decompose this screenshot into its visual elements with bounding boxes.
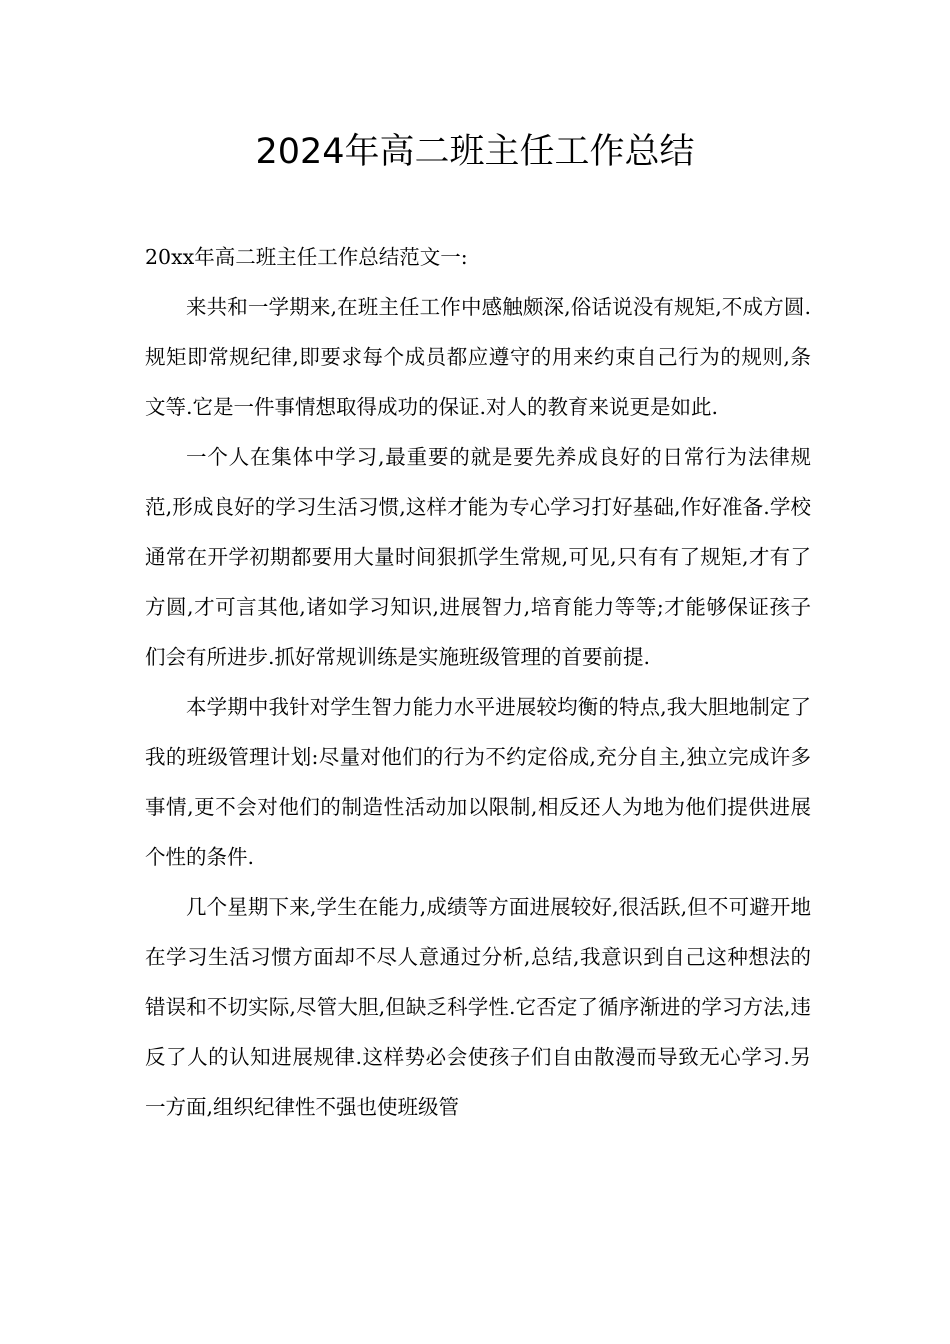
paragraph-2: 一个人在集体中学习,最重要的就是要先养成良好的日常行为法律规范,形成良好的学习生活习惯,这样才能为专心学习打好基础,作好准备.学校通常在开学初期都要用大量时间狠抓学生常规,可见,只有有了规矩,才有了方圆,才可言其他,诸如学习知识,进展智力,培育能力等等;才能够保证孩子们会有所进步.抓好常规训练是实施班级管理的首要前提. xyxy=(145,445,811,669)
paragraph-4: 几个星期下来,学生在能力,成绩等方面进展较好,很活跃,但不可避开地在学习生活习惯方面却不尽人意通过分析,总结,我意识到自己这种想法的错误和不切实际,尽管大胆,但缺乏科学性.它否定了循序渐进的学习方法,违反了人的认知进展规律.这样势必会使孩子们自由散漫而导致无心学习.另一方面,组织纪律性不强也使班级管 xyxy=(145,895,811,1119)
document-body xyxy=(145,232,811,1132)
intro-line: 20xx年高二班主任工作总结范文一: xyxy=(145,245,468,269)
document-title: 2024年高二班主任工作总结 xyxy=(255,132,695,172)
paragraph-3: 本学期中我针对学生智力能力水平进展较均衡的特点,我大胆地制定了我的班级管理计划:尽量对他们的行为不约定俗成,充分自主,独立完成许多事情,更不会对他们的制造性活动加以限制,相反还人为地为他们提供进展个性的条件. xyxy=(145,695,811,869)
paragraph-1: 来共和一学期来,在班主任工作中感触颇深,俗话说没有规矩,不成方圆.规矩即常规纪律,即要求每个成员都应遵守的用来约束自己行为的规则,条文等.它是一件事情想取得成功的保证.对人的教育来说更是如此. xyxy=(145,295,811,419)
